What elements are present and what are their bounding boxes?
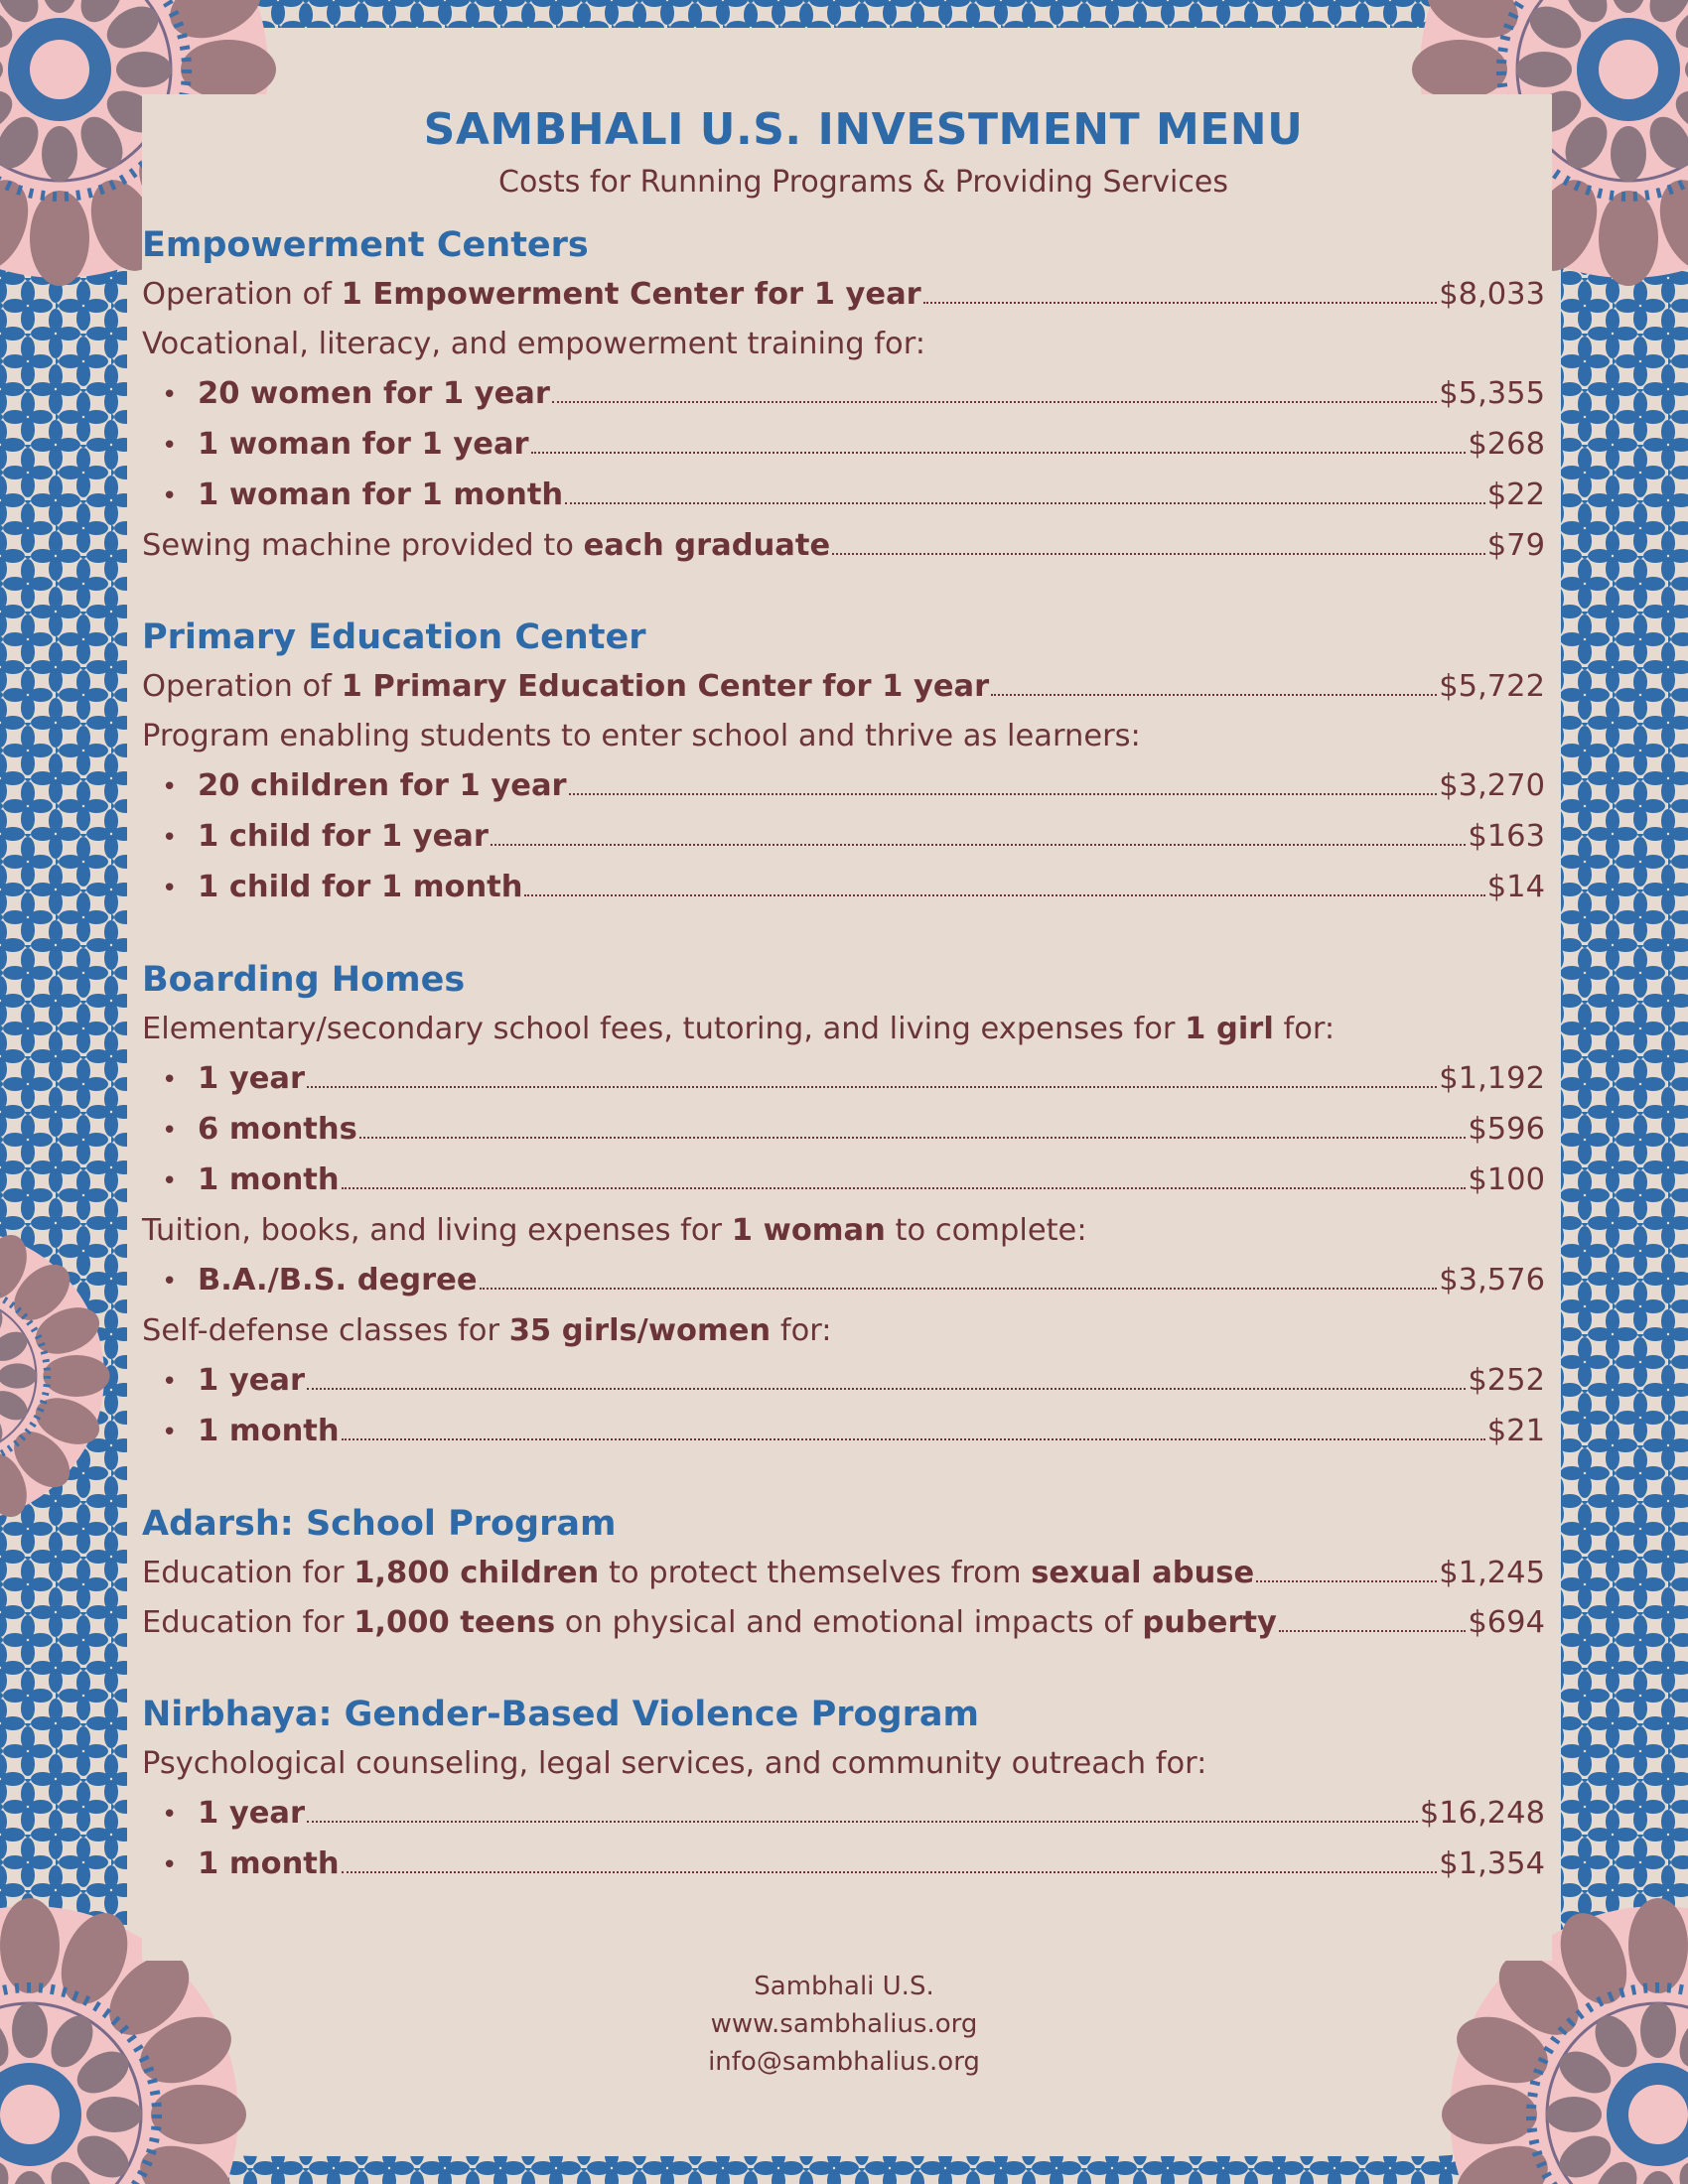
leader-dots (1279, 1630, 1466, 1632)
cost-row (142, 521, 1545, 571)
cost-row (142, 1156, 1545, 1206)
row-description (142, 1206, 1545, 1256)
row-label-bold: 1,800 children (353, 1556, 600, 1590)
cost-row (142, 1407, 1545, 1457)
row-label-bold: 1 Primary Education Center for 1 year (341, 669, 990, 704)
cost-row (142, 1598, 1545, 1648)
row-description: Program enabling students to enter school and thrive as learners: (142, 719, 1141, 753)
bullet-icon: • (162, 1116, 178, 1146)
leader-dots (491, 844, 1466, 846)
row-label-bold: 1 year (198, 1061, 306, 1096)
leader-dots (480, 1288, 1438, 1290)
price: $1,354 (1439, 1846, 1545, 1881)
row-label: Sewing machine provided to (142, 528, 584, 563)
bullet-icon: • (162, 1367, 178, 1397)
cost-row (142, 471, 1545, 521)
row-description: Vocational, literacy, and empowerment training for: (142, 327, 925, 361)
leader-dots (307, 1821, 1418, 1823)
leader-dots (1256, 1580, 1437, 1582)
price: $16,248 (1419, 1796, 1545, 1831)
row-label-bold: puberty (1142, 1605, 1277, 1640)
row-label-bold: 1 woman for 1 month (198, 478, 564, 512)
row-label: Tuition, books, and living expenses for (142, 1213, 732, 1248)
row-label-bold: 1 woman for 1 year (198, 427, 529, 462)
row-label-bold: 1 year (198, 1363, 306, 1398)
price: $8,033 (1439, 277, 1545, 312)
section-heading-adarsh: Adarsh: School Program (142, 1504, 617, 1544)
row-label-bold: 1 month (198, 1846, 340, 1881)
bullet-icon: • (162, 1267, 178, 1297)
page-title: SAMBHALI U.S. INVESTMENT MENU (423, 104, 1304, 155)
price: $100 (1468, 1162, 1545, 1197)
row-label: for: (1273, 1012, 1336, 1046)
row-label: Elementary/secondary school fees, tutoring, and living expenses for (142, 1012, 1186, 1046)
leader-dots (307, 1388, 1466, 1390)
price: $14 (1486, 870, 1545, 904)
bullet-icon: • (162, 1800, 178, 1830)
cost-row (142, 662, 1545, 712)
row-label: for: (771, 1313, 832, 1348)
row-label: to complete: (885, 1213, 1087, 1248)
row-label-bold: 20 children for 1 year (198, 768, 567, 803)
leader-dots (307, 1086, 1437, 1088)
leader-dots (342, 1187, 1467, 1189)
cost-row (142, 369, 1545, 420)
price: $268 (1468, 427, 1545, 462)
cost-row (142, 1256, 1545, 1306)
price: $596 (1468, 1112, 1545, 1147)
row-label-bold: 1 year (198, 1796, 306, 1831)
cost-row (142, 270, 1545, 320)
row-label-bold: 35 girls/women (508, 1313, 772, 1348)
page-subtitle: Costs for Running Programs & Providing Services (498, 165, 1228, 200)
leader-dots (342, 1438, 1485, 1440)
row-label: to protect themselves from (599, 1556, 1032, 1590)
price: $79 (1486, 528, 1545, 563)
leader-dots (524, 894, 1484, 896)
bullet-icon: • (162, 431, 178, 461)
footer-org: Sambhali U.S. (754, 1972, 934, 2001)
row-label: Operation of (142, 277, 342, 312)
bullet-icon: • (162, 380, 178, 410)
leader-dots (552, 401, 1437, 403)
row-description (142, 1005, 1545, 1054)
row-label-bold: 1 Empowerment Center for 1 year (341, 277, 921, 312)
section-heading-primary: Primary Education Center (142, 617, 646, 657)
cost-row (142, 1549, 1545, 1598)
footer-email-link[interactable]: info@sambhalius.org (708, 2047, 980, 2077)
leader-dots (923, 302, 1438, 304)
bullet-icon: • (162, 874, 178, 903)
price: $1,245 (1439, 1556, 1545, 1590)
cost-row (142, 1356, 1545, 1407)
menu-content (142, 99, 1545, 1890)
leader-dots (531, 452, 1467, 454)
section-heading-empowerment: Empowerment Centers (142, 225, 589, 265)
row-label-bold: 20 women for 1 year (198, 376, 550, 411)
row-label-bold: 1 month (198, 1162, 340, 1197)
leader-dots (832, 553, 1485, 555)
section-heading-nirbhaya: Nirbhaya: Gender-Based Violence Program (142, 1695, 979, 1734)
leader-dots (359, 1137, 1467, 1139)
leader-dots (342, 1871, 1438, 1873)
cost-row (142, 863, 1545, 913)
cost-row (142, 420, 1545, 471)
price: $252 (1468, 1363, 1545, 1398)
row-label-bold: each graduate (583, 528, 831, 563)
cost-row (142, 812, 1545, 863)
section-heading-boarding: Boarding Homes (142, 960, 466, 1000)
bullet-icon: • (162, 1850, 178, 1880)
row-label: Self-defense classes for (142, 1313, 509, 1348)
price: $3,576 (1439, 1263, 1545, 1297)
row-label: Education for (142, 1605, 354, 1640)
price: $3,270 (1439, 768, 1545, 803)
cost-row (142, 761, 1545, 812)
bullet-icon: • (162, 772, 178, 802)
price: $5,355 (1439, 376, 1545, 411)
row-label-bold: 1 month (198, 1414, 340, 1448)
price: $1,192 (1439, 1061, 1545, 1096)
row-label-bold: 1 child for 1 year (198, 819, 489, 854)
leader-dots (991, 694, 1437, 696)
row-label: Operation of (142, 669, 342, 704)
row-label-bold: 6 months (198, 1112, 357, 1147)
leader-dots (569, 793, 1438, 795)
footer (0, 1968, 1688, 2081)
row-label-bold: 1 woman (731, 1213, 886, 1248)
bullet-icon: • (162, 481, 178, 511)
leader-dots (565, 502, 1485, 504)
row-label-bold: B.A./B.S. degree (198, 1263, 478, 1297)
row-label-bold: sexual abuse (1031, 1556, 1255, 1590)
row-description (142, 1306, 1545, 1356)
cost-row (142, 1105, 1545, 1156)
price: $5,722 (1439, 669, 1545, 704)
bullet-icon: • (162, 1065, 178, 1095)
footer-website-link[interactable]: www.sambhalius.org (710, 2009, 978, 2039)
bullet-icon: • (162, 1166, 178, 1196)
row-label: Education for (142, 1556, 354, 1590)
row-label-bold: 1 girl (1185, 1012, 1274, 1046)
price: $694 (1468, 1605, 1545, 1640)
row-label-bold: 1 child for 1 month (198, 870, 523, 904)
cost-row (142, 1840, 1545, 1890)
price: $21 (1486, 1414, 1545, 1448)
row-label-bold: 1,000 teens (353, 1605, 556, 1640)
price: $163 (1468, 819, 1545, 854)
cost-row (142, 1054, 1545, 1105)
row-label: on physical and emotional impacts of (555, 1605, 1143, 1640)
row-description: Psychological counseling, legal services, and community outreach for: (142, 1746, 1207, 1781)
price: $22 (1486, 478, 1545, 512)
cost-row (142, 1789, 1545, 1840)
bullet-icon: • (162, 1418, 178, 1447)
bullet-icon: • (162, 823, 178, 853)
